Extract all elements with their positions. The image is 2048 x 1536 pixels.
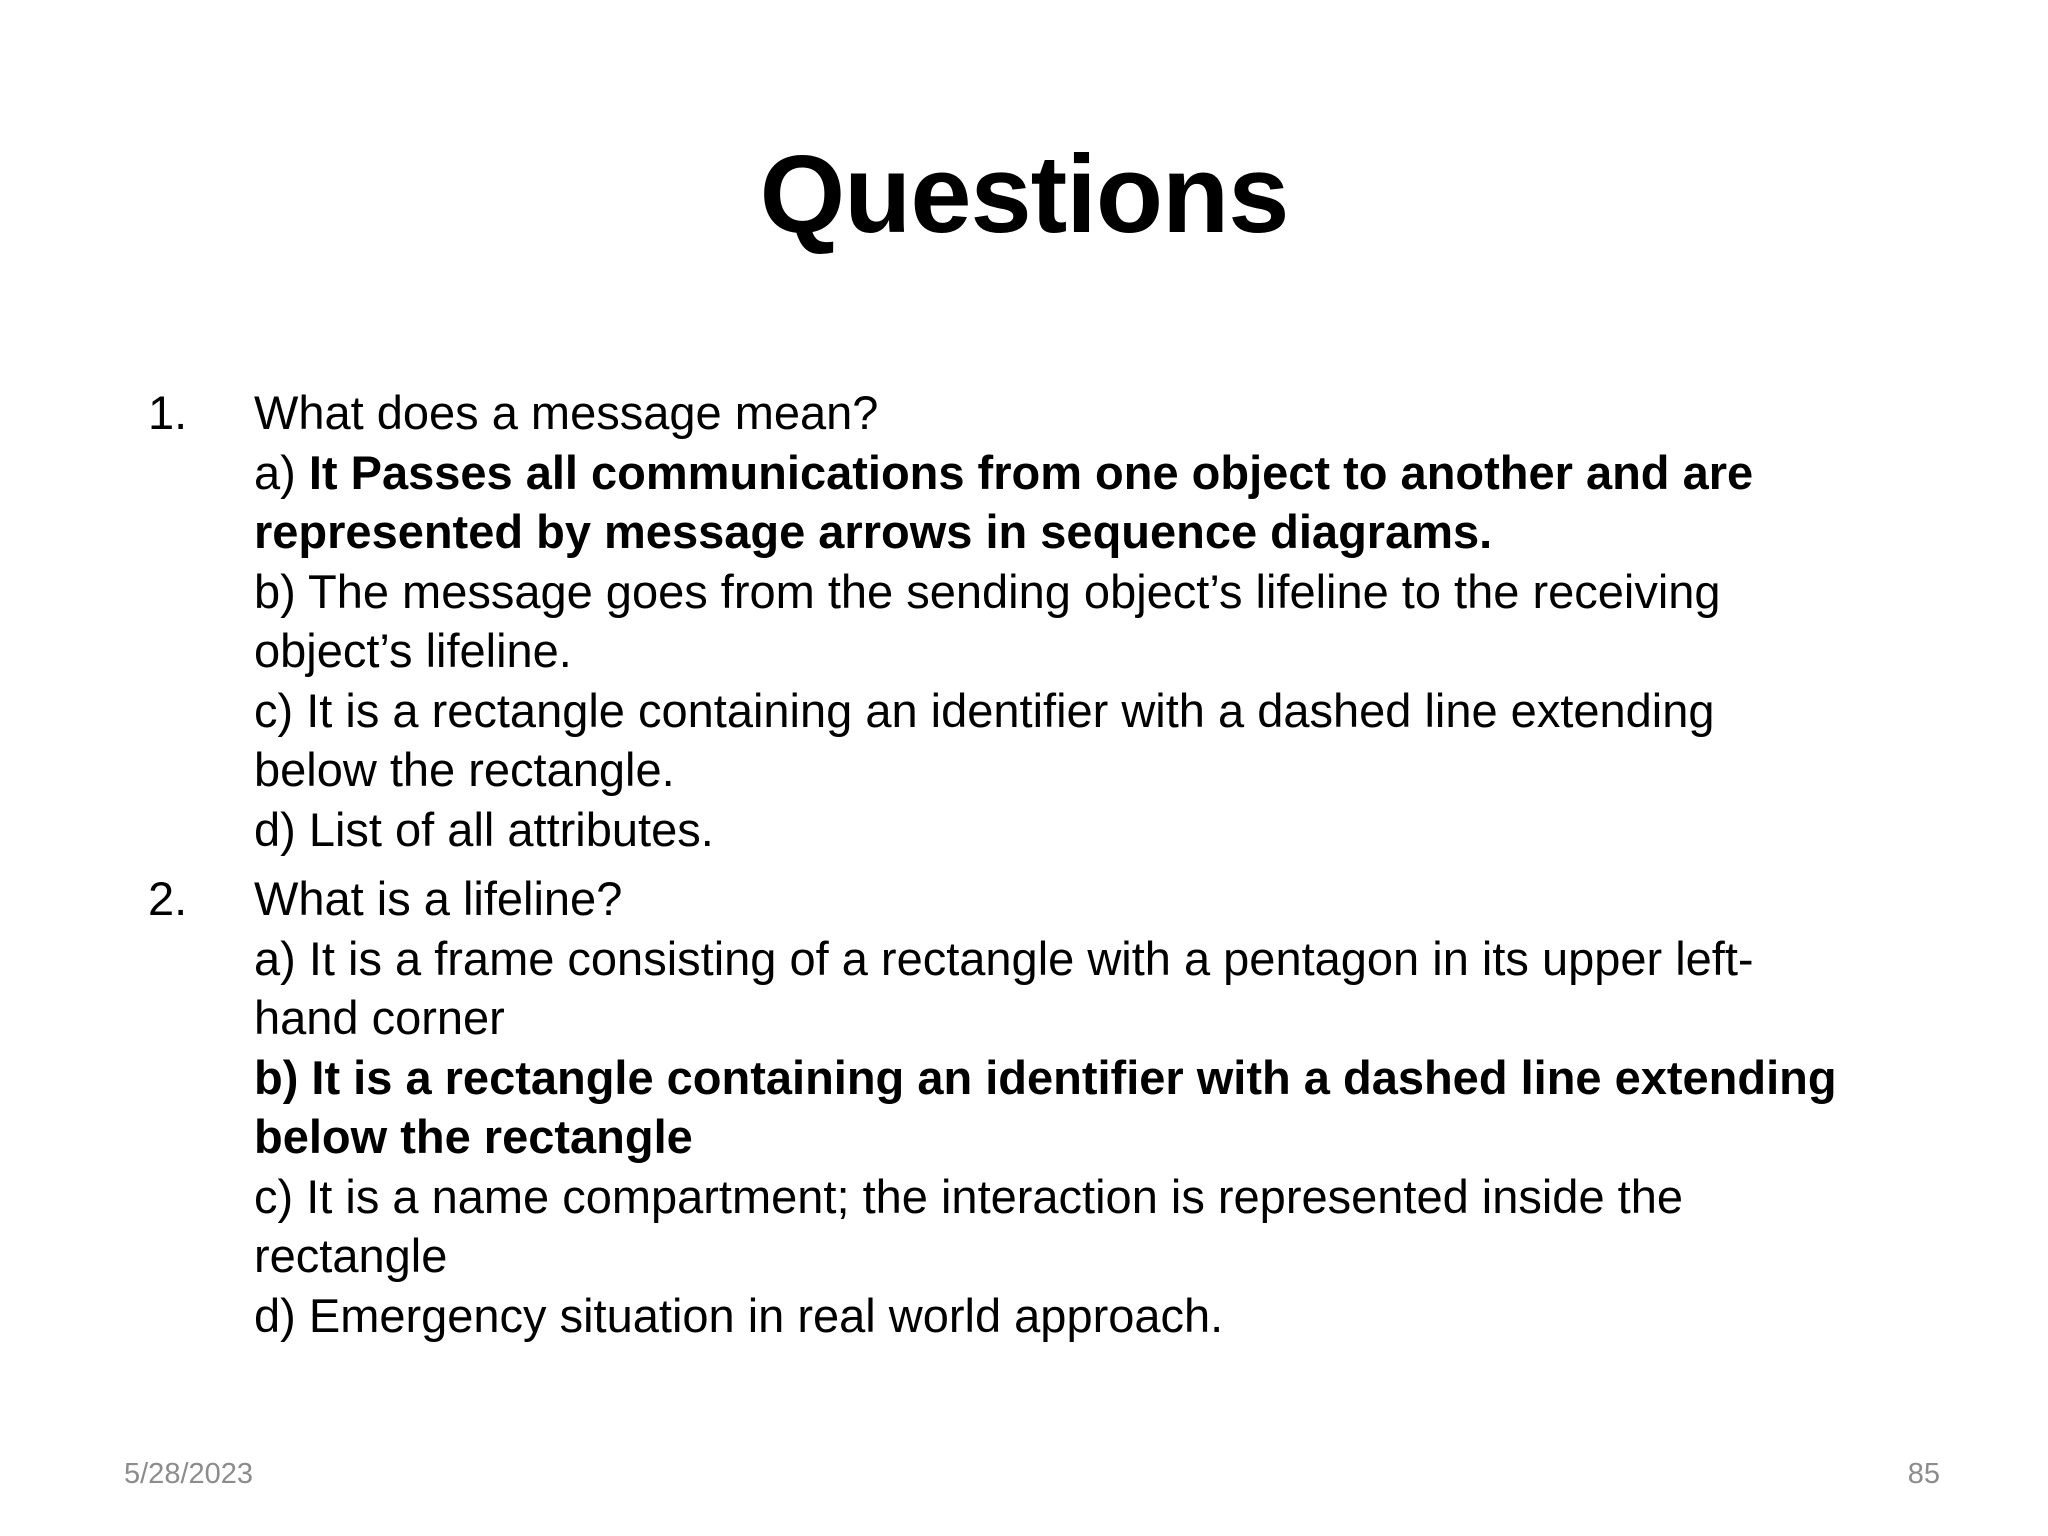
question-list: [148, 383, 1908, 1345]
question-text: What does a message mean?: [254, 386, 879, 439]
question-text: What is a lifeline?: [254, 872, 623, 925]
answer-option-b: b) The message goes from the sending object’s lifeline to the receiving: [254, 564, 1721, 618]
question-number: 1.: [148, 386, 188, 439]
option-prefix: a): [254, 445, 309, 499]
answer-option-d: d) Emergency situation in real world approach.: [254, 1288, 1224, 1342]
option-text-line: hand corner: [254, 991, 505, 1044]
option-text-line: object’s lifeline.: [254, 624, 572, 677]
answer-option-c: c) It is a name compartment; the interaction is represented inside the: [254, 1169, 1683, 1223]
question-number: 2.: [148, 872, 188, 925]
slide-number: 85: [1907, 1458, 1940, 1490]
option-text-line: rectangle: [254, 1229, 448, 1282]
slide-title: Questions: [759, 133, 1289, 256]
option-text-line: below the rectangle: [254, 1110, 693, 1163]
question-2: [148, 869, 1908, 1345]
answer-option-b: b) It is a rectangle containing an identifier with a dashed line extending: [254, 1050, 1837, 1104]
option-text-line: It Passes all communications from one object to another and are: [308, 445, 1754, 499]
option-text-line: represented by message arrows in sequence diagrams.: [254, 505, 1493, 558]
answer-option-a: a) It is a frame consisting of a rectangle with a pentagon in its upper left-: [254, 931, 1754, 985]
answer-option-c: c) It is a rectangle containing an identifier with a dashed line extending: [254, 683, 1715, 737]
answer-option-a: [254, 443, 1908, 503]
question-1: [148, 383, 1908, 859]
footer-date: 5/28/2023: [124, 1458, 254, 1490]
option-text-line: below the rectangle.: [254, 743, 675, 796]
answer-option-d: d) List of all attributes.: [254, 802, 714, 856]
